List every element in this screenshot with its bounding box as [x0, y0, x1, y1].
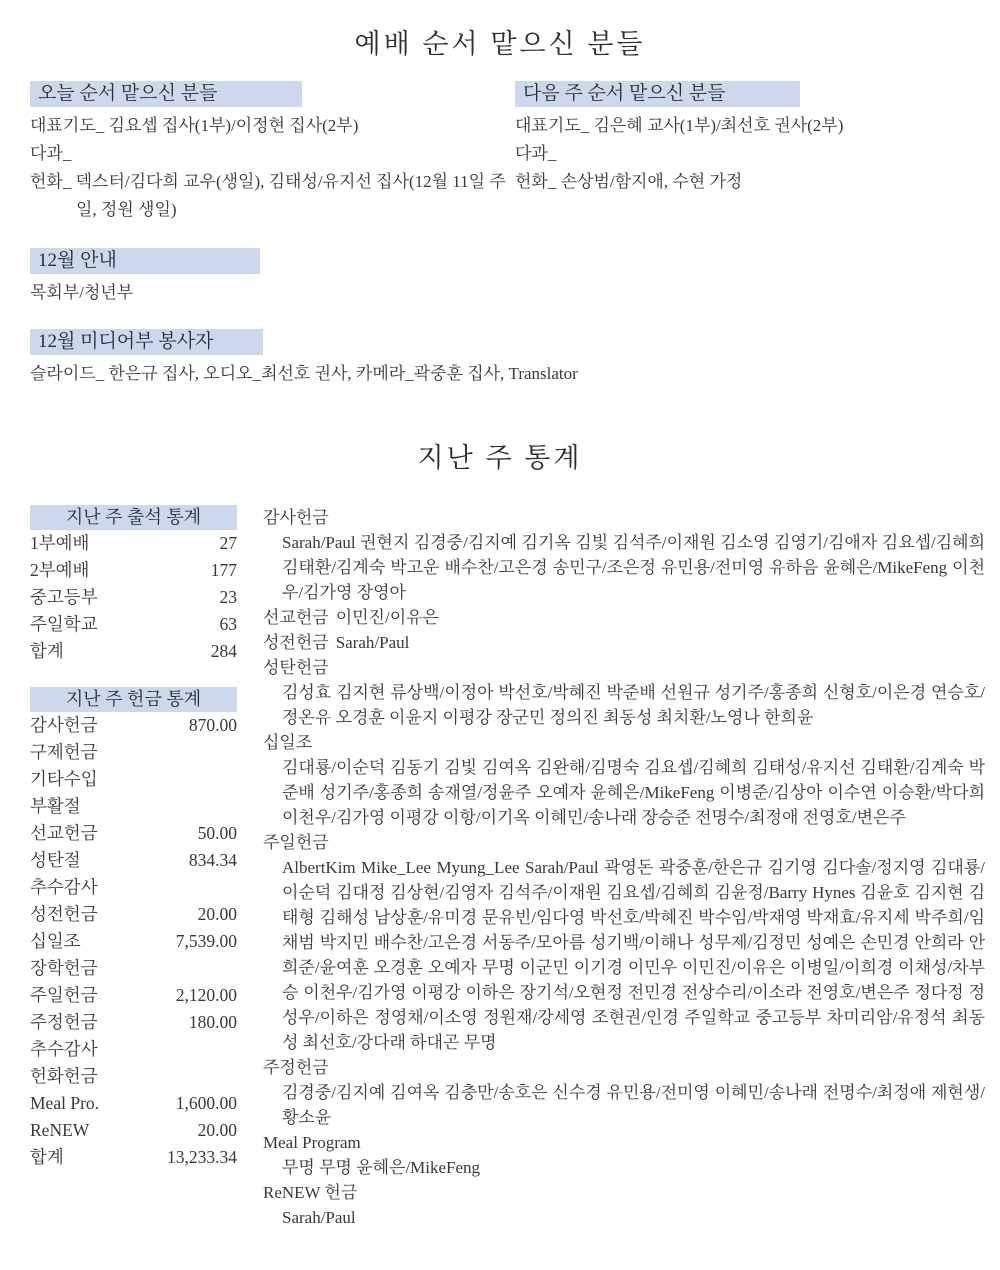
donor-names: Sarah/Paul	[282, 1208, 356, 1227]
table-row	[30, 982, 237, 1009]
table-row	[30, 1090, 237, 1117]
offering-table	[30, 687, 237, 1171]
row-label: 합계	[30, 1147, 64, 1167]
table-row	[30, 1009, 237, 1036]
donor-section-meal-program	[263, 1130, 985, 1180]
attendance-table-header: 지난 주 출석 통계	[30, 505, 237, 530]
table-row	[30, 739, 237, 766]
donor-section-renew	[263, 1180, 985, 1230]
donor-section-title: 성탄헌금	[263, 658, 329, 677]
today-prayer-line: 대표기도_ 김요셉 집사(1부)/이정현 집사(2부)	[30, 116, 359, 135]
row-value: 63	[219, 614, 237, 634]
donor-section-sunday	[263, 830, 985, 1055]
row-label: 합계	[30, 641, 64, 661]
row-label: 구제헌금	[30, 742, 98, 762]
attendance-table	[30, 505, 237, 665]
row-label: 기타수입	[30, 769, 98, 789]
row-label: 성전헌금	[30, 904, 98, 924]
donor-names: 무명 무명 윤혜은/MikeFeng	[282, 1158, 481, 1177]
row-label: 십일조	[30, 931, 81, 951]
table-row	[30, 611, 237, 638]
donor-inline-names: 이민진/이유은	[335, 608, 439, 627]
assignments-columns	[0, 81, 1000, 224]
row-value: 20.00	[197, 904, 237, 924]
stats-section	[0, 505, 1000, 1270]
donor-section-title: 감사헌금	[263, 508, 329, 527]
table-row	[30, 820, 237, 847]
table-row	[30, 1036, 237, 1063]
donor-section-christmas	[263, 655, 985, 730]
donor-section-mission	[263, 605, 985, 630]
table-row	[30, 584, 237, 611]
table-row	[30, 557, 237, 584]
next-week-assignments-section	[515, 81, 1000, 224]
table-row	[30, 901, 237, 928]
next-week-prayer-line: 대표기도_ 김은혜 교사(1부)/최선호 권사(2부)	[515, 116, 844, 135]
table-row	[30, 793, 237, 820]
row-label: 부활절	[30, 796, 81, 816]
row-value: 50.00	[197, 823, 237, 843]
donor-names: 김경중/김지예 김여옥 김충만/송호은 신수경 유민용/전미영 이혜민/송나래 전명수/최정애 제현생/황소윤	[282, 1083, 985, 1127]
donor-section-temple	[263, 630, 985, 655]
next-week-section-header: 다음 주 순서 맡으신 분들	[515, 81, 800, 107]
row-value: 20.00	[197, 1120, 237, 1140]
next-week-flowers-line: 헌화_ 손상범/함지애, 수현 가정	[515, 172, 743, 191]
donor-section-title: 주일헌금	[263, 833, 329, 852]
row-value: 1,600.00	[175, 1093, 237, 1113]
stats-tables-column	[30, 505, 237, 1230]
row-value: 284	[210, 641, 237, 661]
donor-section-midweek	[263, 1055, 985, 1130]
donor-section-title: 십일조	[263, 733, 313, 752]
today-refreshments-line: 다과_	[30, 144, 72, 163]
december-notice-body: 목회부/청년부	[30, 283, 134, 302]
table-row	[30, 955, 237, 982]
row-label: Meal Pro.	[30, 1093, 100, 1113]
media-team-body: 슬라이드_ 한은규 집사, 오디오_최선호 권사, 카메라_곽중훈 집사, Translator	[30, 364, 578, 383]
table-row	[30, 928, 237, 955]
row-label: 주일학교	[30, 614, 98, 634]
worship-roles-title: 예배 순서 맡으신 분들	[354, 29, 646, 59]
table-row	[30, 847, 237, 874]
row-label: 헌화헌금	[30, 1066, 98, 1086]
december-notice-header: 12월 안내	[30, 248, 260, 274]
table-row	[30, 712, 237, 739]
row-label: 성탄절	[30, 850, 81, 870]
today-assignments-section	[30, 81, 515, 224]
donor-names: AlbertKim Mike_Lee Myung_Lee Sarah/Paul 곽영돈 곽중훈/한은규 김기영 김다솔/정지영 김대룡/이순덕 김대정 김상현/김영자 김석주/이재원 김요셉/김혜희 김윤정/Barry Hynes 김윤호 김지현 김태형 김해성 남상훈/유미경 문유빈/임다영 박선호/박혜진 박수임/박재영 박재효/유지세 박주희/임채범 박지민 배수찬/고은경 서동주/모아름 성기백/이해나 성무제/김정민 성예은 손민경 안희라 안희준/윤여훈 오경훈 오예자 무명 이군민 이기경 이민우 이민진/이유은 이병일/이희경 이채성/차부승 이천우/김가영 이평강 이하은 장기석/오현정 전민경 전상수리/이소라 전영호/변은주 정다정 정성우/이하은 정영채/이소영 정원재/강세영 조현권/인경 주일학교 중고등부 차미리암/유정석 최동성 최선호/강다래 하대곤 무명	[282, 858, 985, 1052]
row-label: 주일헌금	[30, 985, 98, 1005]
offering-table-header: 지난 주 헌금 통계	[30, 687, 237, 712]
donor-section-title: Meal Program	[263, 1133, 361, 1152]
donor-section-title: 주정헌금	[263, 1058, 329, 1077]
donor-lists-column	[263, 505, 985, 1230]
row-value: 23	[219, 587, 237, 607]
donor-section-tithe	[263, 730, 985, 830]
donor-section-title: 선교헌금	[263, 608, 329, 627]
today-flowers-line: 헌화_ 덱스터/김다희 교우(생일), 김태성/유지선 집사(12월 11일 주일, 정원 생일)	[30, 172, 506, 219]
donor-section-thanksgiving	[263, 505, 985, 605]
donor-section-title: ReNEW 헌금	[263, 1183, 358, 1202]
row-label: 추수감사	[30, 1039, 98, 1059]
donor-names: 김성효 김지현 류상백/이정아 박선호/박혜진 박준배 선원규 성기주/홍종희 신형호/이은경 연승호/정온유 오경훈 이윤지 이평강 장군민 정의진 최동성 최치환/노영나 한희윤	[282, 683, 985, 727]
row-label: ReNEW	[30, 1120, 90, 1140]
table-row	[30, 638, 237, 665]
row-label: 추수감사	[30, 877, 98, 897]
table-row	[30, 766, 237, 793]
today-section-header: 오늘 순서 맡으신 분들	[30, 81, 302, 107]
row-value: 834.34	[188, 850, 237, 870]
row-label: 감사헌금	[30, 715, 98, 735]
row-value: 177	[210, 560, 237, 580]
row-value: 27	[219, 533, 237, 553]
row-value: 2,120.00	[175, 985, 237, 1005]
row-value: 180.00	[188, 1012, 237, 1032]
donor-section-title: 성전헌금	[263, 633, 329, 652]
row-label: 1부예배	[30, 533, 90, 553]
table-row	[30, 1063, 237, 1090]
row-label: 중고등부	[30, 587, 98, 607]
next-week-refreshments-line: 다과_	[515, 144, 557, 163]
row-label: 선교헌금	[30, 823, 98, 843]
row-value: 870.00	[188, 715, 237, 735]
row-label: 2부예배	[30, 560, 90, 580]
donor-names: 김대룡/이순덕 김동기 김빛 김여옥 김완해/김명숙 김요셉/김혜희 김태성/유지선 김태환/김계숙 박준배 성기주/홍종희 송재열/정윤주 오예자 윤혜은/MikeFeng 이병준/김상아 이수연 이승환/박다희 이천우/김가영 이평강 이항/이기옥 이혜민/송나래 장승준 전명수/최정애 전영호/변은주	[282, 758, 985, 827]
table-row	[30, 1117, 237, 1144]
table-row	[30, 874, 237, 901]
table-row	[30, 1144, 237, 1171]
row-label: 장학헌금	[30, 958, 98, 978]
media-team-header: 12월 미디어부 봉사자	[30, 329, 263, 355]
donor-inline-names: Sarah/Paul	[335, 633, 410, 652]
donor-names: Sarah/Paul 권현지 김경중/김지예 김기옥 김빛 김석주/이재원 김소영 김영기/김애자 김요셉/김혜희 김태환/김계숙 박고운 배수찬/고은경 송민구/조은정 유민용/전미영 유하음 윤혜은/MikeFeng 이천우/김가영 장영아	[282, 533, 985, 602]
last-week-stats-title: 지난 주 통계	[417, 443, 583, 473]
row-value: 13,233.34	[167, 1147, 237, 1167]
row-value: 7,539.00	[175, 931, 237, 951]
row-label: 주정헌금	[30, 1012, 98, 1032]
table-row	[30, 530, 237, 557]
